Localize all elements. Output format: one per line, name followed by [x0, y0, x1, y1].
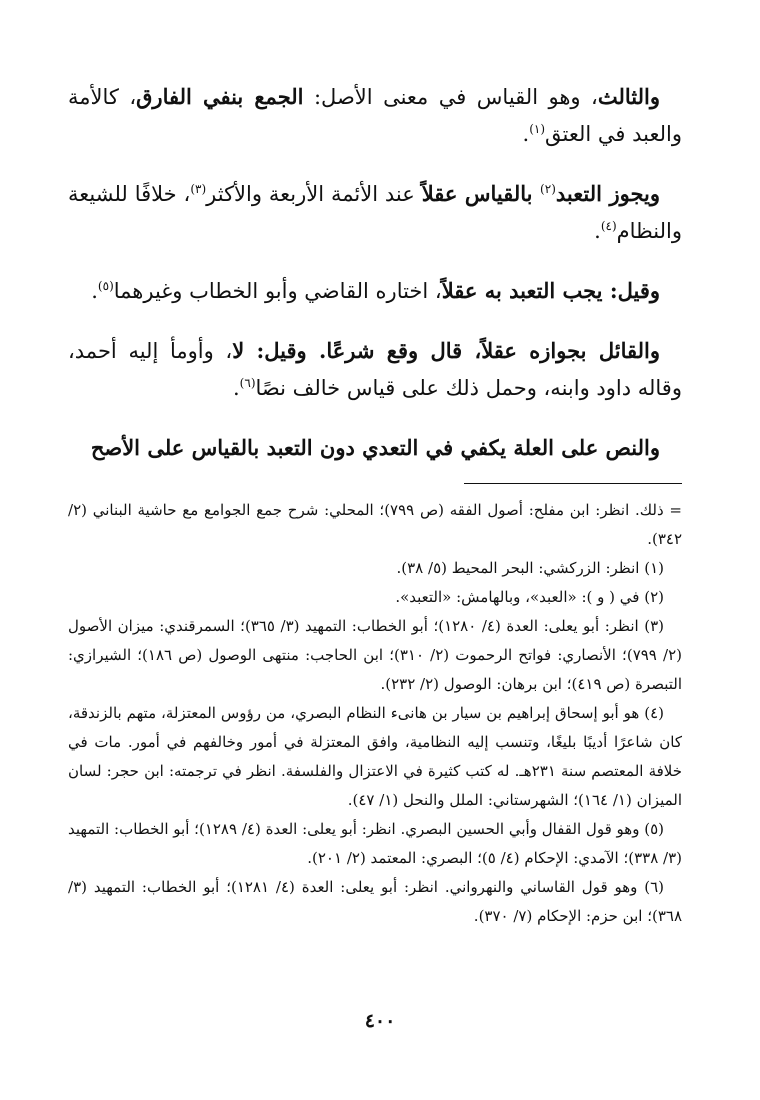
footnote-ref[interactable]: (٤): [600, 219, 617, 233]
text-run: .: [594, 219, 601, 243]
footnote-4: (٤) هو أبو إسحاق إبراهيم بن سيار بن هانىء النظام البصري، من رؤوس المعتزلة، متهم بالزندقة، كان شاعرًا أديبًا بليغًا، وتنسب إليه النظامية، وافق المعتزلة في أمور وخالفهم في أمور. مات في خلافة المعتصم سنة ٢٣١هـ. له كتب كثيرة في الاعتزال والفلسفة. انظر في ترجمته: ابن حجر: لسان الميزان (١/ ١٦٤)؛ الشهرستاني: الملل والنحل (١/ ٤٧).: [68, 704, 682, 809]
footnote-5: (٥) وهو قول القفال وأبي الحسين البصري. انظر: أبو يعلى: العدة (٤/ ١٢٨٩)؛ أبو الخطاب: التمهيد (٣/ ٣٣٨)؛ الآمدي: الإحكام (٤/ ٥)؛ البصري: المعتمد (٢/ ٢٠١).: [68, 820, 682, 867]
text-run: عند الأئمة الأربعة والأكثر: [206, 182, 422, 206]
bold-term: وقيل:: [602, 278, 660, 303]
paragraph-3: [68, 272, 682, 310]
footnote-1: (١) انظر: الزركشي: البحر المحيط (٥/ ٣٨).: [396, 559, 664, 577]
footnote-ref[interactable]: (٦): [239, 376, 256, 390]
footnote-ref[interactable]: (٢): [540, 182, 556, 196]
text-run: ، اختاره القاضي وأبو الخطاب وغيرهما: [113, 279, 442, 303]
paragraph-5: [68, 429, 682, 467]
bold-term: والثالث: [597, 84, 660, 109]
bold-term: بالقياس عقلاً: [421, 181, 541, 206]
bold-term: ويجوز التعبد: [555, 181, 660, 206]
footnote-ref[interactable]: (٥): [97, 279, 114, 293]
text-run: .: [232, 376, 240, 400]
page-number: ٤٠٠: [364, 1010, 396, 1032]
footnote-6: (٦) وهو قول القاساني والنهرواني. انظر: أبو يعلى: العدة (٤/ ١٢٨١)؛ أبو الخطاب: التمهيد (٣/ ٣٦٨)؛ ابن حزم: الإحكام (٧/ ٣٧٠).: [68, 878, 682, 925]
paragraph-2: [68, 175, 682, 250]
paragraph-4: [68, 332, 682, 407]
footnote-separator: [464, 483, 682, 484]
text-run: ، كالأمة والعبد في العتق: [68, 85, 682, 146]
bold-term: يجب التعبد به عقلاً: [441, 278, 603, 303]
footnotes: [68, 496, 682, 931]
bold-term: الجمع بنفي الفارق: [136, 84, 304, 109]
footnote-2: (٢) في ( و ): «العبد»، وبالهامش: «التعبد».: [395, 588, 664, 606]
bold-term: والنص على العلة يكفي في التعدي دون التعبد بالقياس على الأصح: [90, 435, 660, 460]
text-run: ، وأومأ إليه أحمد، وقاله داود وابنه، وحمل ذلك على قياس خالف نصًا: [68, 339, 682, 400]
text-run: ، خلافًا للشيعة والنظام: [68, 182, 682, 243]
bold-term: والقائل بجوازه عقلاً، قال وقع شرعًا. وقيل: لا: [232, 338, 660, 363]
footnote-ref[interactable]: (١): [529, 122, 546, 136]
paragraph-1: [68, 78, 682, 153]
footnote-continuation: = ذلك. انظر: ابن مفلح: أصول الفقه (ص ٧٩٩)؛ المحلي: شرح جمع الجوامع مع حاشية البناني (٢/ ٣٤٢).: [68, 501, 682, 548]
text-run: .: [522, 122, 530, 146]
footnote-ref[interactable]: (٣): [190, 182, 207, 196]
text-run: .: [91, 279, 98, 303]
footnote-3: (٣) انظر: أبو يعلى: العدة (٤/ ١٢٨٠)؛ أبو الخطاب: التمهيد (٣/ ٣٦٥)؛ السمرقندي: ميزان الأصول (٢/ ٧٩٩)؛ الأنصاري: فواتح الرحموت (٢/ ٣١٠)؛ ابن الحاجب: منتهى الوصول (ص ١٨٦)؛ الشيرازي: التبصرة (ص ٤١٩)؛ ابن برهان: الوصول (٢/ ٢٣٢).: [68, 617, 682, 693]
text-run: ، وهو القياس في معنى الأصل:: [303, 85, 598, 109]
main-text: [68, 78, 682, 467]
